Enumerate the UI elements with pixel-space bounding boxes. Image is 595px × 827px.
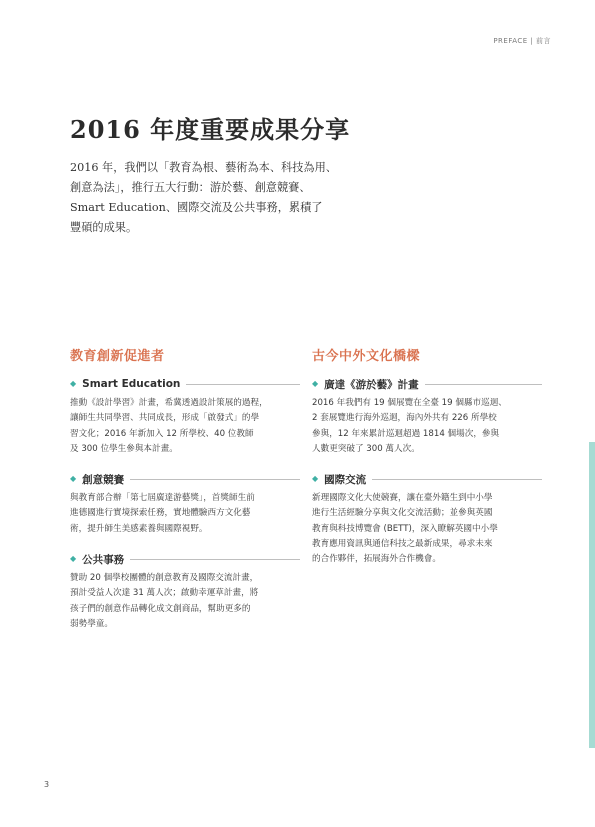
column-heading: 教育創新促進者 [70,349,165,364]
diamond-icon: ◆ [70,554,77,564]
body-line: 人數更突破了 300 萬人次。 [312,443,420,454]
section-youyuyi-program [312,377,542,457]
section-divider [372,479,542,480]
section-body [70,396,300,457]
section-title: 創意競賽 [82,473,125,486]
section-public-affairs [70,552,300,632]
section-divider [130,479,300,480]
section-body [70,571,300,632]
intro-line: Smart Education、國際交流及公共事務，累積了 [70,201,323,214]
body-line: 孩子們的創意作品轉化成文創商品，幫助更多的 [70,603,251,614]
body-line: 2016 年我們有 19 個展覽在全臺 19 個縣市巡迴、 [312,398,507,408]
body-line: 弱勢學童。 [70,618,113,629]
section-international-exchange [312,472,542,567]
running-head: PREFACE | 前言 [493,37,551,45]
intro-line: 2016 年，我們以「教育為根、藝術為本、科技為用、 [70,161,337,174]
body-line: 2 套展覽進行海外巡迴，海內外共有 226 所學校 [312,413,497,424]
section-header [312,377,542,391]
section-smart-education [70,377,300,457]
body-line: 新理國際文化大使競賽，讓在臺外籍生到中小學 [312,493,493,504]
body-line: 及 300 位學生參與本計畫。 [70,443,178,454]
intro-line: 豐碩的成果。 [70,221,138,234]
section-header [312,472,542,486]
diamond-icon: ◆ [312,379,319,388]
body-line: 進德國進行實境探索任務，實地體驗西方文化藝 [70,508,251,519]
section-title: 國際交流 [324,473,367,486]
column-education-innovation [70,345,300,647]
section-creative-competition [70,472,300,537]
intro-paragraph [70,158,360,238]
section-title: 廣達《游於藝》計畫 [324,378,419,391]
section-body [70,491,300,537]
column-heading: 古今中外文化橋樑 [312,349,421,364]
section-header [70,552,300,566]
intro-line: 創意為法」，推行五大行動：游於藝、創意競賽、 [70,181,311,194]
body-line: 術，提升師生美感素養與國際視野。 [70,523,208,534]
section-divider [130,559,300,560]
side-tab-marker [589,442,595,748]
section-divider [186,384,300,385]
body-line: 習文化；2016 年新加入 12 所學校、40 位教師 [70,428,254,439]
section-title: Smart Education [82,378,181,390]
diamond-icon: ◆ [312,474,319,484]
column-cultural-bridge [312,345,542,583]
body-line: 教育應用資訊與通信科技之最新成果，尋求未來 [312,539,493,550]
section-title: 公共事務 [82,553,125,566]
body-line: 教育與科技博覽會 (BETT)，深入瞭解英國中小學 [312,523,498,534]
section-header [70,472,300,486]
body-line: 預計受益人次達 31 萬人次；啟動幸運草計畫，將 [70,588,259,599]
page-number: 3 [44,780,50,789]
section-body [312,396,542,457]
body-line: 參與，12 年來累計巡迴超過 1814 個場次，參與 [312,428,500,439]
diamond-icon: ◆ [70,379,77,388]
body-line: 推動《設計學習》計畫，希冀透過設計策展的過程， [70,398,268,408]
body-line: 與教育部合辦「第七屆廣達游藝獎」，首獎師生前 [70,493,255,504]
section-divider [425,384,542,385]
diamond-icon: ◆ [70,474,77,484]
page-title: 2016 年度重要成果分享 [70,115,351,144]
section-header [70,377,300,391]
body-line: 贊助 20 個學校團體的創意教育及國際交流計畫， [70,573,259,584]
body-line: 讓師生共同學習、共同成長，形成「啟發式」的學 [70,413,260,424]
section-body [312,491,542,567]
body-line: 的合作夥伴，拓展海外合作機會。 [312,554,441,565]
body-line: 進行生活經驗分享與文化交流活動；並參與英國 [312,508,493,519]
